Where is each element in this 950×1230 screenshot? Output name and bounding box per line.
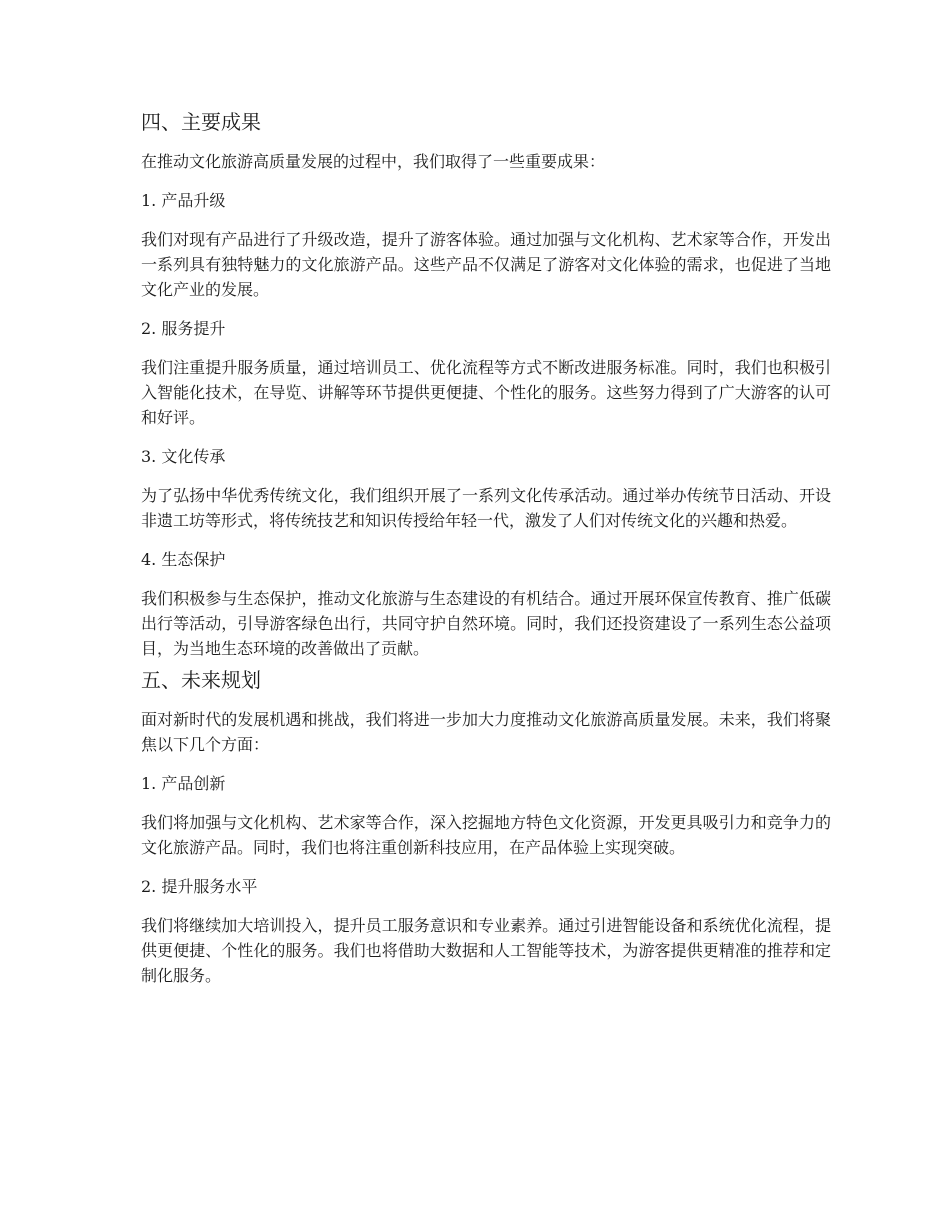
item-title: 2. 提升服务水平 [141, 877, 258, 896]
item-text: 我们将加强与文化机构、艺术家等合作，深入挖掘地方特色文化资源，开发更具吸引力和竞争力的文化旅游产品。同时，我们也将注重创新科技应用，在产品体验上实现突破。 [141, 813, 831, 857]
item-title: 3. 文化传承 [141, 447, 226, 466]
item-title: 2. 服务提升 [141, 319, 226, 338]
item-title: 1. 产品创新 [141, 774, 226, 793]
item-title: 1. 产品升级 [141, 191, 226, 210]
item-text: 为了弘扬中华优秀传统文化，我们组织开展了一系列文化传承活动。通过举办传统节日活动、开设非遗工坊等形式，将传统技艺和知识传授给年轻一代，激发了人们对传统文化的兴趣和热爱。 [141, 486, 831, 530]
section-heading: 四、主要成果 [141, 110, 261, 134]
item-text: 我们将继续加大培训投入，提升员工服务意识和专业素养。通过引进智能设备和系统优化流程，提供更便捷、个性化的服务。我们也将借助大数据和人工智能等技术，为游客提供更精准的推荐和定制化服务。 [141, 916, 831, 985]
item-text: 我们积极参与生态保护，推动文化旅游与生态建设的有机结合。通过开展环保宣传教育、推广低碳出行等活动，引导游客绿色出行，共同守护自然环境。同时，我们还投资建设了一系列生态公益项目，为当地生态环境的改善做出了贡献。 [141, 589, 831, 658]
section-intro: 面对新时代的发展机遇和挑战，我们将进一步加大力度推动文化旅游高质量发展。未来，我们将聚焦以下几个方面： [141, 710, 831, 754]
item-title: 4. 生态保护 [141, 550, 226, 569]
section-main-achievements [141, 107, 831, 661]
item-text: 我们注重提升服务质量，通过培训员工、优化流程等方式不断改进服务标准。同时，我们也积极引入智能化技术，在导览、讲解等环节提供更便捷、个性化的服务。这些努力得到了广大游客的认可和好评。 [141, 358, 831, 427]
section-intro: 在推动文化旅游高质量发展的过程中，我们取得了一些重要成果： [141, 152, 606, 171]
section-future-plans [141, 665, 831, 988]
document-page [141, 107, 831, 1002]
section-heading: 五、未来规划 [141, 668, 261, 692]
item-text: 我们对现有产品进行了升级改造，提升了游客体验。通过加强与文化机构、艺术家等合作，开发出一系列具有独特魅力的文化旅游产品。这些产品不仅满足了游客对文化体验的需求，也促进了当地文化产业的发展。 [141, 230, 831, 299]
